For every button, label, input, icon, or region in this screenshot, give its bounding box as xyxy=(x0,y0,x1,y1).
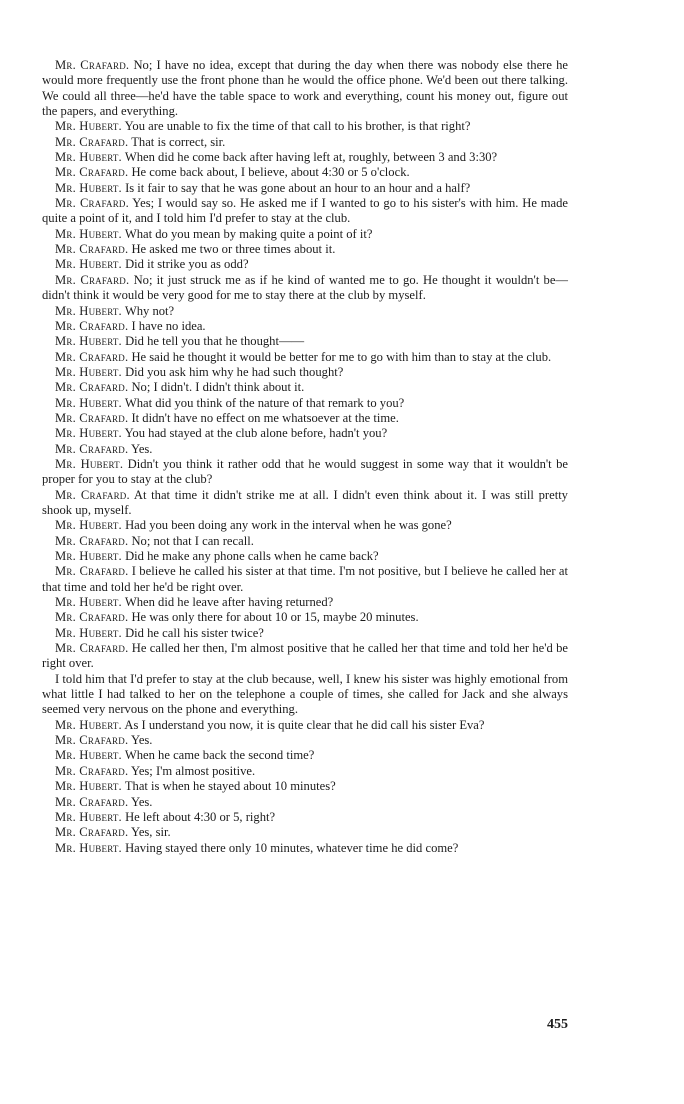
page-number: 455 xyxy=(547,1017,568,1032)
speaker-name: Mr. Crafard. xyxy=(55,165,129,180)
testimony-paragraph xyxy=(42,396,568,411)
paragraph-text: Did he make any phone calls when he came back? xyxy=(125,549,379,563)
testimony-paragraph xyxy=(42,426,568,441)
testimony-paragraph xyxy=(42,534,568,549)
testimony-paragraph xyxy=(42,488,568,519)
testimony-paragraph xyxy=(42,411,568,426)
speaker-name: Mr. Crafard. xyxy=(55,410,129,425)
paragraph-text: Why not? xyxy=(124,303,175,318)
speaker-name: Mr. Hubert. xyxy=(55,779,122,794)
paragraph-text: Yes. xyxy=(130,441,153,456)
paragraph-text: No; I didn't. I didn't think about it. xyxy=(131,380,305,395)
paragraph-text: Yes; I'm almost positive. xyxy=(130,763,256,778)
speaker-name: Mr. Crafard. xyxy=(55,380,129,395)
testimony-paragraph xyxy=(42,135,568,150)
paragraph-text: I have no idea. xyxy=(131,318,206,333)
speaker-name: Mr. Crafard. xyxy=(55,58,130,72)
testimony-paragraph xyxy=(42,304,568,319)
paragraph-text: Having stayed there only 10 minutes, whatever time he did come? xyxy=(125,840,459,855)
speaker-name: Mr. Hubert. xyxy=(55,456,124,471)
testimony-paragraph xyxy=(42,641,568,672)
testimony-paragraph xyxy=(42,733,568,748)
paragraph-text: As I understand you now, it is quite clear that he did call his sister Eva? xyxy=(124,717,485,732)
speaker-name: Mr. Crafard. xyxy=(55,441,129,456)
paragraph-text: No; I have no idea, except that during the day when there was nobody else there he would more frequently use the front phone than he would the office phone. We'd been out there talking. We could all three—he'd have the table space to work and everything, count his money out, figure out the papers, and everything. xyxy=(42,58,568,119)
speaker-name: Mr. Hubert. xyxy=(55,748,122,763)
paragraph-text: What did you think of the nature of that remark to you? xyxy=(124,395,405,410)
testimony-paragraph xyxy=(42,825,568,840)
paragraph-text: Is it fair to say that he was gone about an hour to an hour and a half? xyxy=(125,180,471,195)
testimony-paragraph xyxy=(42,518,568,533)
speaker-name: Mr. Hubert. xyxy=(55,395,122,410)
testimony-paragraph xyxy=(42,564,568,595)
paragraph-text: Yes, sir. xyxy=(130,825,171,840)
paragraph-text: He come back about, I believe, about 4:30 or 5 o'clock. xyxy=(131,165,410,180)
speaker-name: Mr. Hubert. xyxy=(55,809,122,824)
speaker-name: Mr. Hubert. xyxy=(55,334,122,349)
speaker-name: Mr. Hubert. xyxy=(55,364,122,379)
testimony-paragraph xyxy=(42,150,568,165)
testimony-paragraph xyxy=(42,610,568,625)
testimony-paragraph xyxy=(42,380,568,395)
paragraph-text: You had stayed at the club alone before, hadn't you? xyxy=(124,426,388,441)
speaker-name: Mr. Crafard. xyxy=(55,733,129,748)
speaker-name: Mr. Hubert. xyxy=(55,303,122,318)
testimony-paragraph xyxy=(42,181,568,196)
speaker-name: Mr. Crafard. xyxy=(55,533,129,548)
speaker-name: Mr. Crafard. xyxy=(55,641,129,656)
testimony-paragraph xyxy=(42,626,568,641)
testimony-paragraph xyxy=(42,457,568,488)
testimony-paragraph xyxy=(42,779,568,794)
speaker-name: Mr. Hubert. xyxy=(55,595,122,610)
paragraph-text: That is when he stayed about 10 minutes? xyxy=(124,779,336,794)
speaker-name: Mr. Crafard. xyxy=(55,825,129,840)
speaker-name: Mr. Hubert. xyxy=(55,150,122,165)
testimony-paragraph xyxy=(42,58,568,119)
testimony-paragraph xyxy=(42,334,568,349)
paragraph-text: No; not that I can recall. xyxy=(131,533,254,548)
paragraph-text: When did he come back after having left at, roughly, between 3 and 3:30? xyxy=(124,150,498,165)
speaker-name: Mr. Hubert. xyxy=(55,717,122,732)
speaker-name: Mr. Hubert. xyxy=(55,257,122,272)
paragraph-text: Did you ask him why he had such thought? xyxy=(125,364,344,379)
speaker-name: Mr. Crafard. xyxy=(55,272,130,287)
paragraph-text: He said he thought it would be better for me to go with him than to stay at the club. xyxy=(131,349,552,364)
testimony-paragraph xyxy=(42,442,568,457)
speaker-name: Mr. Crafard. xyxy=(55,564,129,579)
speaker-name: Mr. Hubert. xyxy=(55,840,122,855)
testimony-paragraph xyxy=(42,810,568,825)
paragraph-text: What do you mean by making quite a point of it? xyxy=(124,226,373,241)
paragraph-text: He called her then, I'm almost positive that he called her that time and told her he'd be right over. xyxy=(42,641,568,671)
paragraph-text: You are unable to fix the time of that call to his brother, is that right? xyxy=(124,119,471,134)
testimony-paragraph xyxy=(42,350,568,365)
speaker-name: Mr. Crafard. xyxy=(55,794,129,809)
testimony-paragraph xyxy=(42,672,568,718)
speaker-name: Mr. Crafard. xyxy=(55,242,129,257)
paragraph-text: Had you been doing any work in the interval when he was gone? xyxy=(125,518,452,533)
testimony-paragraph xyxy=(42,365,568,380)
paragraph-text: It didn't have no effect on me whatsoever at the time. xyxy=(131,410,399,425)
speaker-name: Mr. Crafard. xyxy=(55,487,130,502)
testimony-paragraph xyxy=(42,196,568,227)
paragraph-text: When he came back the second time? xyxy=(124,748,315,763)
paragraph-text: He left about 4:30 or 5, right? xyxy=(125,809,276,824)
speaker-name: Mr. Hubert. xyxy=(55,119,122,134)
testimony-paragraph xyxy=(42,748,568,763)
speaker-name: Mr. Crafard. xyxy=(55,134,129,149)
testimony-paragraph xyxy=(42,549,568,564)
testimony-page xyxy=(42,58,568,856)
testimony-paragraph xyxy=(42,242,568,257)
paragraph-text: Yes. xyxy=(130,794,153,809)
speaker-name: Mr. Crafard. xyxy=(55,196,129,211)
paragraph-text: Did it strike you as odd? xyxy=(125,257,249,272)
paragraph-text: Yes. xyxy=(130,733,153,748)
speaker-name: Mr. Hubert. xyxy=(55,549,122,563)
testimony-paragraph xyxy=(42,257,568,272)
testimony-paragraph xyxy=(42,273,568,304)
speaker-name: Mr. Crafard. xyxy=(55,349,129,364)
paragraph-text: When did he leave after having returned? xyxy=(124,595,334,610)
speaker-name: Mr. Hubert. xyxy=(55,426,122,441)
paragraph-text: No; it just struck me as if he kind of wanted me to go. He thought it wouldn't be—didn't think it would be very good for me to stay there at the club by myself. xyxy=(42,272,569,303)
paragraph-text: I told him that I'd prefer to stay at the club because, well, I knew his sister was highly emotional from what little I had talked to her on the telephone a couple of times, she called for Jack and she always seemed very nervous on the phone and everything. xyxy=(42,671,568,717)
testimony-paragraph xyxy=(42,319,568,334)
paragraph-text: At that time it didn't strike me at all. I didn't even think about it. I was still pretty shook up, myself. xyxy=(42,487,568,517)
speaker-name: Mr. Hubert. xyxy=(55,226,122,241)
speaker-name: Mr. Crafard. xyxy=(55,610,129,625)
paragraph-text: Didn't you think it rather odd that he would suggest in some way that it wouldn't be proper for you to stay at the club? xyxy=(42,456,568,487)
paragraph-text: He asked me two or three times about it. xyxy=(131,242,336,257)
testimony-paragraph xyxy=(42,165,568,180)
paragraph-text: I believe he called his sister at that time. I'm not positive, but I believe he called her at that time and told her he'd be right over. xyxy=(42,564,568,594)
speaker-name: Mr. Crafard. xyxy=(55,763,129,778)
paragraph-text: Did he tell you that he thought—— xyxy=(125,334,305,349)
paragraph-text: Yes; I would say so. He asked me if I wanted to go to his sister's with him. He made quite a point of it, and I told him I'd prefer to stay at the club. xyxy=(42,196,568,226)
speaker-name: Mr. Hubert. xyxy=(55,518,122,533)
testimony-paragraph xyxy=(42,764,568,779)
testimony-paragraph xyxy=(42,795,568,810)
testimony-paragraph xyxy=(42,595,568,610)
paragraph-text: Did he call his sister twice? xyxy=(125,625,264,640)
testimony-paragraph xyxy=(42,227,568,242)
testimony-paragraph xyxy=(42,841,568,856)
testimony-paragraph xyxy=(42,119,568,134)
paragraph-text: That is correct, sir. xyxy=(131,134,226,149)
paragraph-text: He was only there for about 10 or 15, maybe 20 minutes. xyxy=(131,610,419,625)
speaker-name: Mr. Hubert. xyxy=(55,625,122,640)
speaker-name: Mr. Crafard. xyxy=(55,318,129,333)
testimony-paragraph xyxy=(42,718,568,733)
speaker-name: Mr. Hubert. xyxy=(55,180,122,195)
